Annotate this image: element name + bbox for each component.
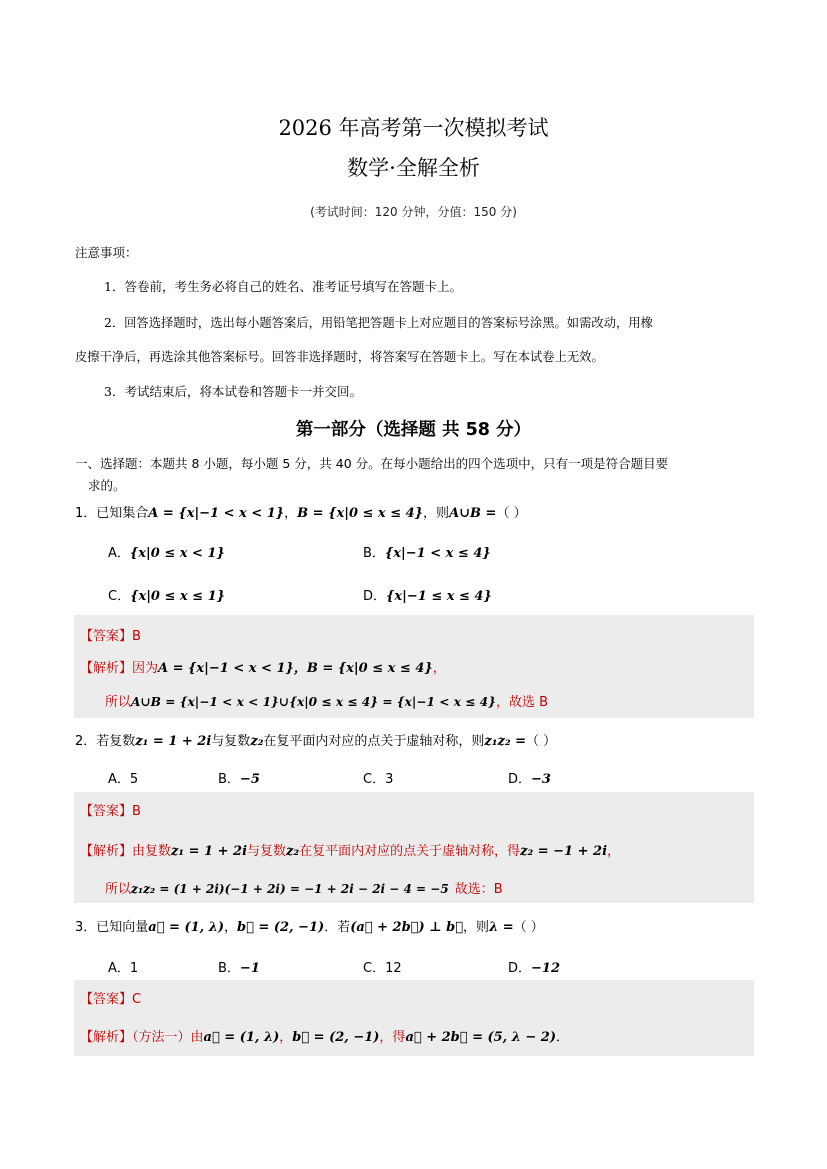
q1-option-c[interactable]: C．{x|0 ≤ x ≤ 1} <box>108 589 226 604</box>
page-title: 2026 年高考第一次模拟考试 <box>278 116 549 140</box>
union-expression: A∪B = <box>449 506 497 521</box>
set-b: B = {x|0 ≤ x ≤ 4} <box>297 506 424 521</box>
q1-analysis-line-2: 所以A∪B = {x|−1 < x < 1}∪{x|0 ≤ x ≤ 4} = {x|−1 < x ≤ 4}，故选 B <box>105 695 549 710</box>
question-number: 3． <box>75 920 97 935</box>
answer-tag: 【答案】 <box>80 629 133 644</box>
q1-analysis-line-1: 【解析】因为A = {x|−1 < x < 1}，B = {x|0 ≤ x ≤ 4}， <box>80 661 446 676</box>
q3-option-b[interactable]: B．−1 <box>218 961 260 976</box>
question-2-stem: 2．若复数z₁ = 1 + 2i与复数z₂在复平面内对应的点关于虚轴对称，则z₁z₂ =（ ） <box>75 734 557 749</box>
q2-analysis-line-1: 【解析】由复数z₁ = 1 + 2i与复数z₂在复平面内对应的点关于虚轴对称，得z₂ = −1 + 2i， <box>80 844 621 859</box>
q2-option-c[interactable]: C．3 <box>363 772 394 787</box>
section-intro-line-1: 一、选择题：本题共 8 小题，每小题 5 分，共 40 分。在每小题给出的四个选项中，只有一项是符合题目要 <box>75 456 669 471</box>
notes-item-3: 3．考试结束后，将本试卷和答题卡一并交回。 <box>104 384 362 399</box>
question-number: 1． <box>75 506 97 521</box>
q3-option-d[interactable]: D．−12 <box>508 961 560 976</box>
question-number: 2． <box>75 734 97 749</box>
section-intro-line-2: 求的。 <box>88 478 126 493</box>
notes-item-1: 1．答卷前，考生务必将自己的姓名、准考证号填写在答题卡上。 <box>104 279 462 294</box>
q2-option-b[interactable]: B．−5 <box>218 772 260 787</box>
analysis-tag: 【解析】 <box>80 661 133 676</box>
q3-option-c[interactable]: C．12 <box>363 961 402 976</box>
question-1-stem: 1．已知集合A = {x|−1 < x < 1}，B = {x|0 ≤ x ≤ 4}，则A∪B =（ ） <box>75 506 527 521</box>
exam-info: (考试时间：120 分钟，分值：150 分) <box>310 205 517 219</box>
q2-option-d[interactable]: D．−3 <box>508 772 551 787</box>
notes-item-2-line-1: 2．回答选择题时，选出每小题答案后，用铅笔把答题卡上对应题目的答案标号涂黑。如需改动，用橡 <box>104 316 653 330</box>
answer-tag: 【答案】 <box>80 992 133 1007</box>
notes-heading: 注意事项： <box>75 245 138 260</box>
q2-answer: 【答案】B <box>80 804 141 819</box>
q2-option-a[interactable]: A．5 <box>108 772 139 787</box>
q1-option-b[interactable]: B．{x|−1 < x ≤ 4} <box>363 546 491 561</box>
q2-analysis-line-2: 所以z₁z₂ = (1 + 2i)(−1 + 2i) = −1 + 2i − 2i − 4 = −5 故选：B <box>105 882 503 897</box>
question-3-stem: 3．已知向量a⃗ = (1, λ)，b⃗ = (2, −1)．若(a⃗ + 2b⃗) ⊥ b⃗，则λ =（ ） <box>75 920 544 935</box>
q1-answer: 【答案】B <box>80 629 141 644</box>
q1-option-a[interactable]: A．{x|0 ≤ x < 1} <box>108 546 225 561</box>
section-title: 第一部分（选择题 共 58 分） <box>295 420 532 440</box>
set-a: A = {x|−1 < x < 1} <box>148 506 285 521</box>
analysis-tag: 【解析】 <box>80 844 133 859</box>
analysis-tag: 【解析】 <box>80 1030 133 1045</box>
q1-option-d[interactable]: D．{x|−1 ≤ x ≤ 4} <box>363 589 492 604</box>
notes-item-2-line-2: 皮擦干净后，再选涂其他答案标号。回答非选择题时，将答案写在答题卡上。写在本试卷上无效。 <box>75 350 604 364</box>
answer-tag: 【答案】 <box>80 804 133 819</box>
q3-option-a[interactable]: A．1 <box>108 961 139 976</box>
page-subtitle: 数学·全解全析 <box>347 156 480 180</box>
q3-answer: 【答案】C <box>80 992 142 1007</box>
q3-analysis-line-1: 【解析】（方法一）由a⃗ = (1, λ)，b⃗ = (2, −1)，得a⃗ + 2b⃗ = (5, λ − 2)． <box>80 1030 570 1045</box>
